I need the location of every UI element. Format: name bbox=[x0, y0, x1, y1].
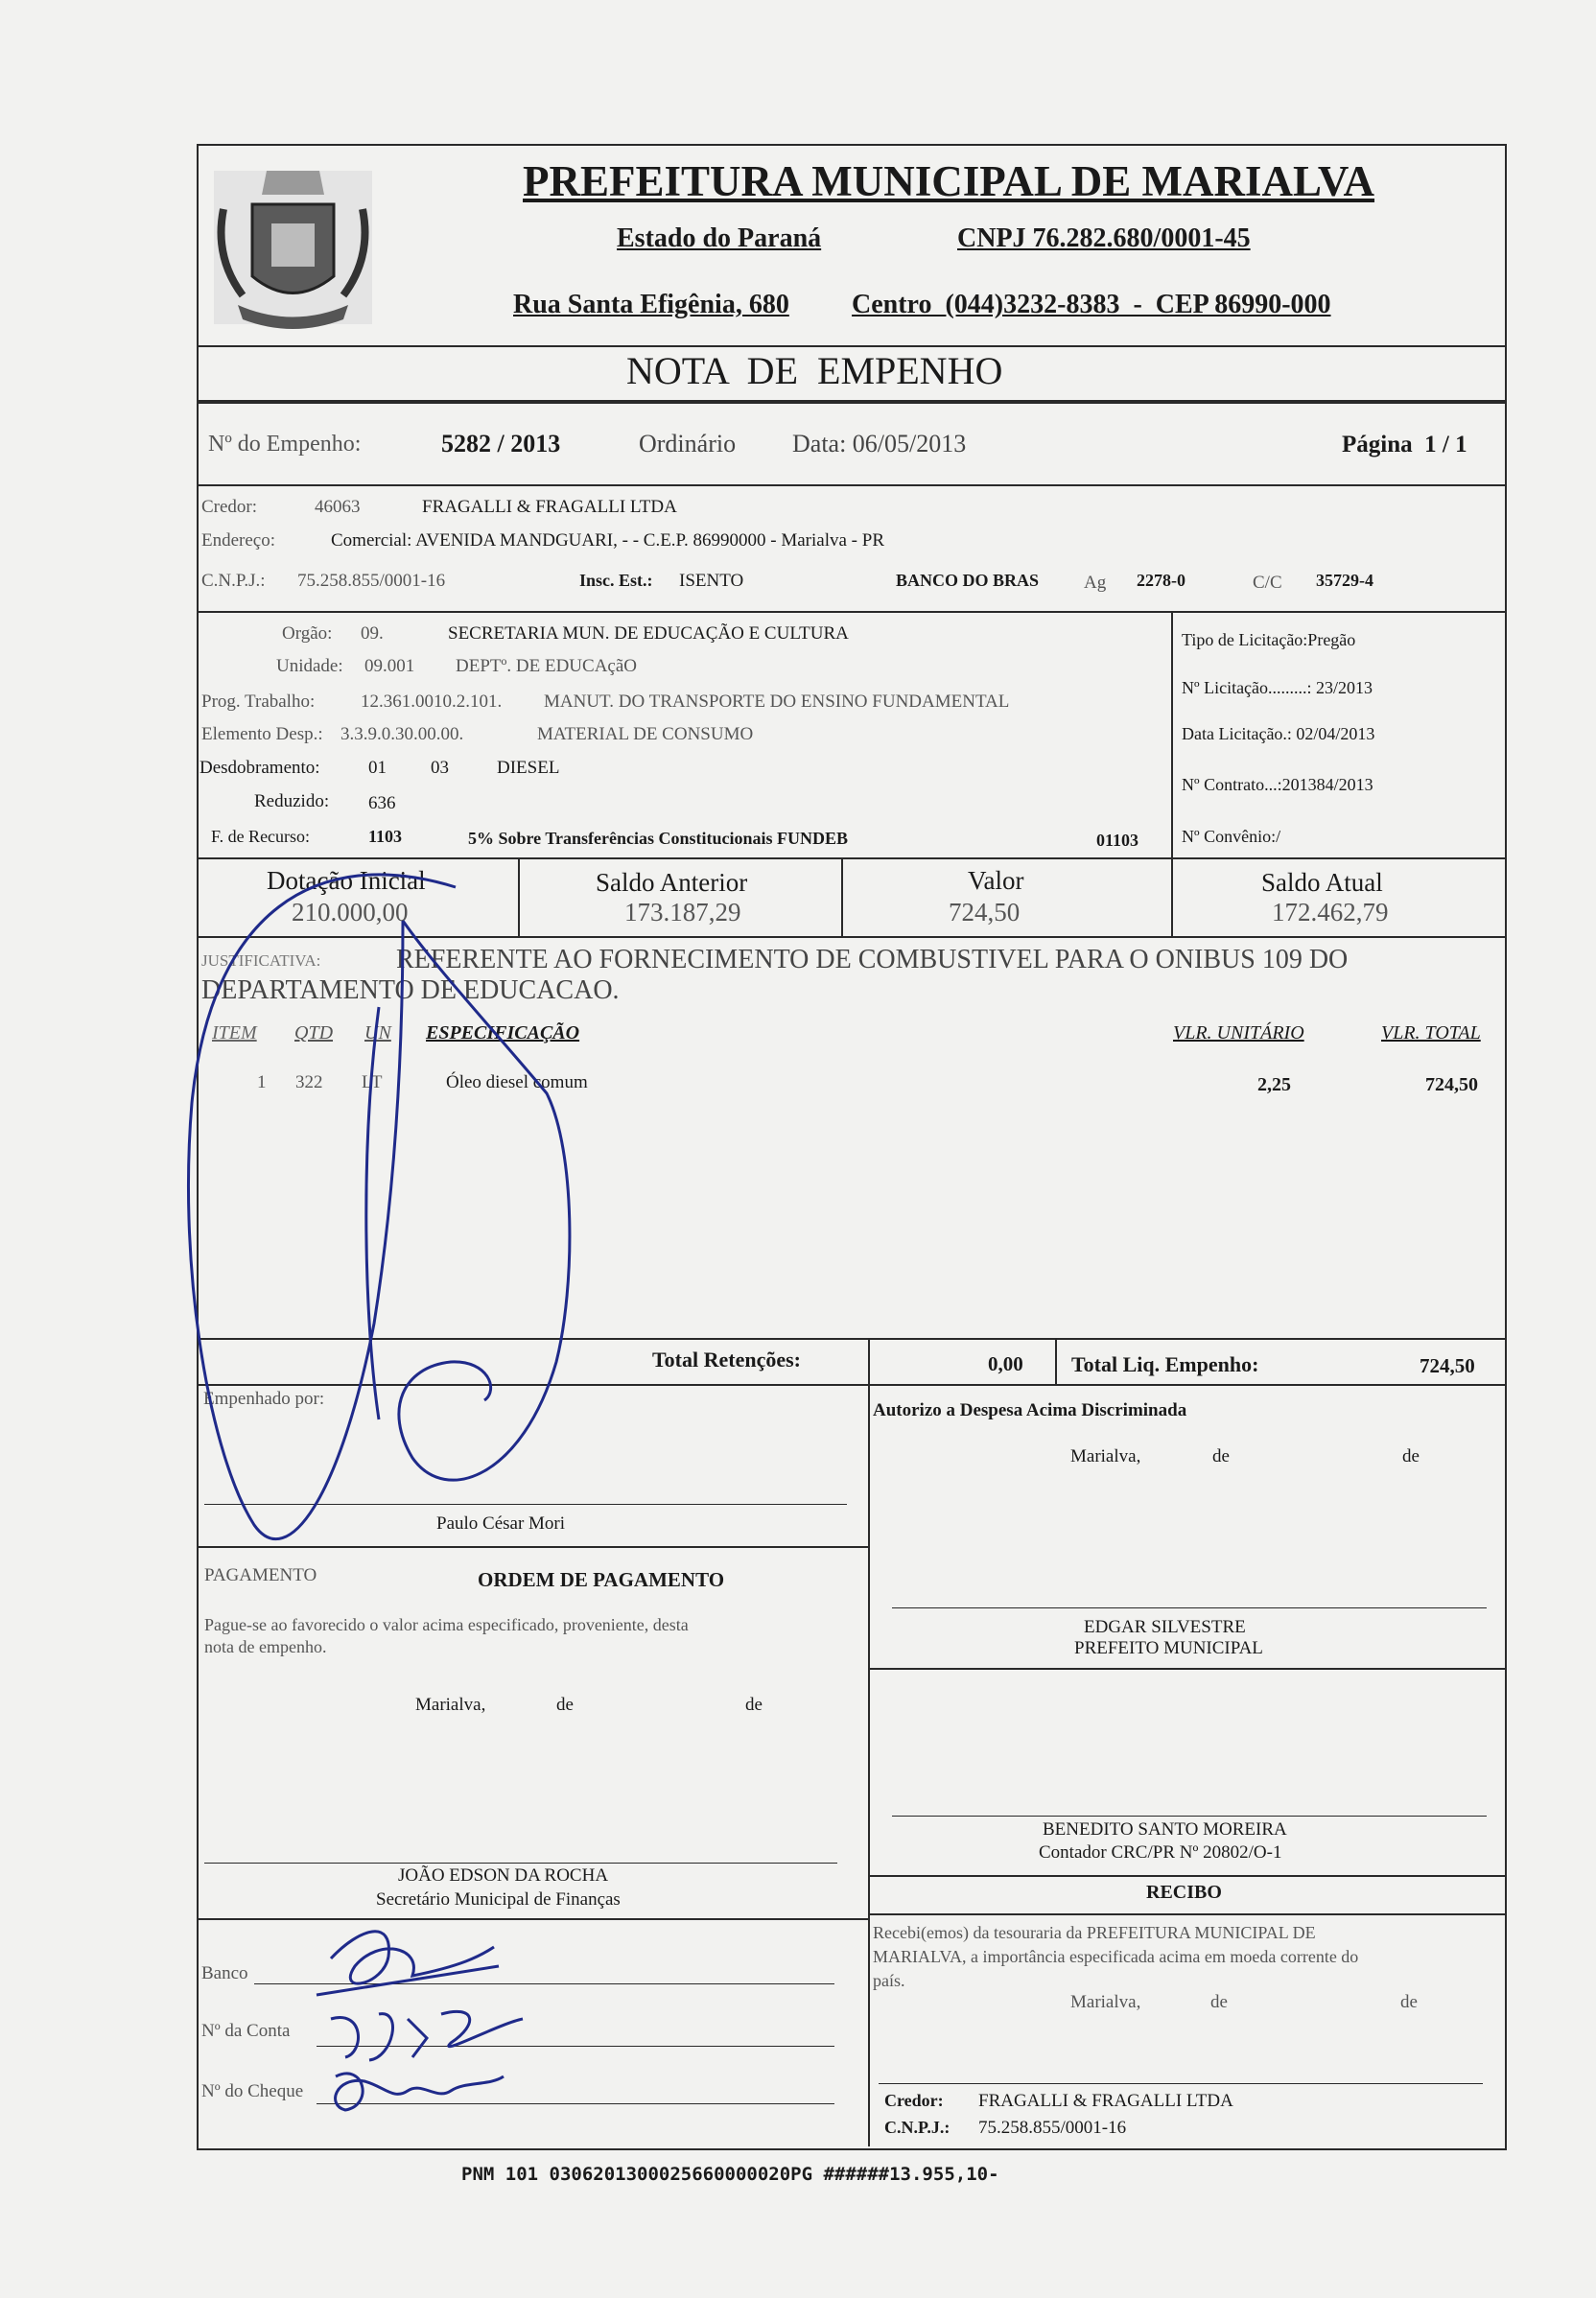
recibo-credor-label: Credor: bbox=[884, 2091, 944, 2110]
desd-name: DIESEL bbox=[497, 758, 560, 778]
recibo-de1: de bbox=[1210, 1992, 1228, 2012]
unidade-label: Unidade: bbox=[276, 656, 343, 676]
orgao-code: 09. bbox=[361, 623, 384, 644]
page-title: PREFEITURA MUNICIPAL DE MARIALVA bbox=[523, 157, 1375, 205]
orgao-name: SECRETARIA MUN. DE EDUCAÇÃO E CULTURA bbox=[448, 623, 849, 644]
empenhado-label: Empenhado por: bbox=[203, 1389, 325, 1409]
reduzido-label: Reduzido: bbox=[254, 791, 330, 811]
pagamento-title: ORDEM DE PAGAMENTO bbox=[478, 1568, 725, 1591]
autorizo-signer-role: PREFEITO MUNICIPAL bbox=[1074, 1638, 1263, 1658]
recibo-line1: Recebi(emos) da tesouraria da PREFEITURA MUNICIPAL DE bbox=[873, 1923, 1316, 1942]
licitacao-numero: Nº Licitação.........: 23/2013 bbox=[1182, 678, 1373, 697]
account-label: C/C bbox=[1253, 573, 1282, 593]
recurso-name: 5% Sobre Transferências Constitucionais FUNDEB bbox=[468, 829, 849, 848]
row-qtd: 322 bbox=[295, 1072, 323, 1092]
col-qtd: QTD bbox=[294, 1022, 334, 1043]
credor-cnpj: 75.258.855/0001-16 bbox=[297, 571, 446, 591]
credor-code: 46063 bbox=[315, 497, 361, 517]
pagamento-signer-role: Secretário Municipal de Finanças bbox=[376, 1889, 621, 1910]
empenho-number-label: Nº do Empenho: bbox=[208, 432, 362, 457]
recurso-label: F. de Recurso: bbox=[211, 827, 311, 846]
pagamento-label: PAGAMENTO bbox=[204, 1565, 317, 1585]
account-value: 35729-4 bbox=[1316, 571, 1373, 590]
credor-address: Comercial: AVENIDA MANDGUARI, - - C.E.P. 86990000 - Marialva - PR bbox=[331, 530, 884, 551]
col-especificacao: ESPECIFICAÇÃO bbox=[426, 1022, 580, 1043]
banco-label: Banco bbox=[201, 1963, 248, 1983]
elem-label: Elemento Desp.: bbox=[201, 724, 323, 744]
recurso-code2: 01103 bbox=[1096, 831, 1139, 850]
dotacao-inicial-label: Dotação Inicial bbox=[267, 866, 426, 895]
empenho-date: Data: 06/05/2013 bbox=[792, 430, 967, 457]
conta-label: Nº da Conta bbox=[201, 2021, 291, 2041]
autorizo-place: Marialva, bbox=[1070, 1446, 1141, 1466]
prog-code: 12.361.0010.2.101. bbox=[361, 692, 503, 712]
unidade-code: 09.001 bbox=[364, 656, 415, 676]
recibo-cnpj-label: C.N.P.J.: bbox=[884, 2118, 951, 2137]
recibo-title: RECIBO bbox=[1146, 1882, 1222, 1903]
recibo-line2: MARIALVA, a importância especificada acima em moeda corrente do bbox=[873, 1947, 1359, 1966]
desd-2: 03 bbox=[431, 758, 449, 778]
document-title: NOTA DE EMPENHO bbox=[626, 349, 1003, 392]
saldo-anterior-value: 173.187,29 bbox=[624, 898, 741, 926]
header-cnpj: CNPJ 76.282.680/0001-45 bbox=[957, 223, 1251, 253]
empenhado-name: Paulo César Mori bbox=[436, 1513, 566, 1534]
credor-label: Credor: bbox=[201, 497, 258, 517]
credor-name: FRAGALLI & FRAGALLI LTDA bbox=[422, 497, 677, 517]
contador-name: BENEDITO SANTO MOREIRA bbox=[1043, 1819, 1287, 1840]
cheque-label: Nº do Cheque bbox=[201, 2081, 304, 2101]
justificativa-label: JUSTIFICATIVA: bbox=[201, 951, 321, 970]
recibo-cnpj: 75.258.855/0001-16 bbox=[978, 2118, 1127, 2138]
insc-label: Insc. Est.: bbox=[579, 571, 653, 590]
col-item: ITEM bbox=[212, 1022, 257, 1043]
orgao-label: Orgão: bbox=[282, 623, 333, 644]
recibo-de2: de bbox=[1400, 1992, 1418, 2012]
liq-value: 724,50 bbox=[1420, 1354, 1475, 1377]
liq-label: Total Liq. Empenho: bbox=[1071, 1352, 1259, 1376]
dotacao-inicial-value: 210.000,00 bbox=[292, 898, 409, 926]
recurso-code: 1103 bbox=[368, 827, 403, 846]
pagamento-text1: Pague-se ao favorecido o valor acima especificado, proveniente, desta bbox=[204, 1615, 689, 1634]
saldo-atual-value: 172.462,79 bbox=[1272, 898, 1389, 926]
footer-code: PNM 101 0306201300025660000020PG ######13.955,10- bbox=[461, 2164, 999, 2185]
header-address: Rua Santa Efigênia, 680 bbox=[513, 290, 789, 319]
row-especificacao: Óleo diesel comum bbox=[446, 1072, 588, 1092]
pagamento-place: Marialva, bbox=[415, 1695, 486, 1715]
justificativa-line1: REFERENTE AO FORNECIMENTO DE COMBUSTIVEL PARA O ONIBUS 109 DO bbox=[396, 945, 1349, 974]
saldo-anterior-label: Saldo Anterior bbox=[596, 868, 748, 897]
retencoes-value: 0,00 bbox=[988, 1352, 1023, 1375]
autorizo-de2: de bbox=[1402, 1446, 1420, 1466]
coat-of-arms-logo bbox=[200, 152, 387, 339]
row-item: 1 bbox=[257, 1072, 267, 1092]
pagamento-text2: nota de empenho. bbox=[204, 1637, 327, 1656]
elem-name: MATERIAL DE CONSUMO bbox=[537, 724, 754, 744]
elem-code: 3.3.9.0.30.00.00. bbox=[340, 724, 464, 744]
pagamento-signer: JOÃO EDSON DA ROCHA bbox=[398, 1865, 609, 1886]
convenio: Nº Convênio:/ bbox=[1182, 827, 1281, 846]
valor-label: Valor bbox=[968, 866, 1024, 895]
empenho-type: Ordinário bbox=[639, 430, 737, 457]
unidade-name: DEPTº. DE EDUCAçãO bbox=[456, 656, 637, 676]
row-vlr-total: 724,50 bbox=[1425, 1074, 1478, 1095]
prog-label: Prog. Trabalho: bbox=[201, 692, 316, 712]
licitacao-data: Data Licitação.: 02/04/2013 bbox=[1182, 724, 1375, 743]
agency-value: 2278-0 bbox=[1137, 571, 1185, 590]
recibo-credor: FRAGALLI & FRAGALLI LTDA bbox=[978, 2091, 1233, 2111]
pagamento-de1: de bbox=[556, 1695, 574, 1715]
desd-1: 01 bbox=[368, 758, 387, 778]
licitacao-tipo: Tipo de Licitação:Pregão bbox=[1182, 630, 1356, 649]
autorizo-signer: EDGAR SILVESTRE bbox=[1084, 1617, 1246, 1637]
header-contact: Centro (044)3232-8383 - CEP 86990-000 bbox=[852, 290, 1331, 319]
col-vlr-total: VLR. TOTAL bbox=[1381, 1022, 1481, 1043]
pagamento-de2: de bbox=[745, 1695, 763, 1715]
contador-role: Contador CRC/PR Nº 20802/O-1 bbox=[1039, 1842, 1282, 1863]
reduzido-value: 636 bbox=[368, 793, 396, 813]
recibo-line3: país. bbox=[873, 1971, 905, 1990]
justificativa-line2: DEPARTAMENTO DE EDUCACAO. bbox=[201, 975, 620, 1005]
bank-name: BANCO DO BRAS bbox=[896, 571, 1040, 590]
prog-name: MANUT. DO TRANSPORTE DO ENSINO FUNDAMENTAL bbox=[544, 692, 1010, 712]
row-vlr-unitario: 2,25 bbox=[1257, 1074, 1291, 1095]
address-label: Endereço: bbox=[201, 530, 276, 551]
insc-value: ISENTO bbox=[679, 571, 744, 591]
retencoes-label: Total Retenções: bbox=[652, 1348, 801, 1372]
contrato: Nº Contrato...:201384/2013 bbox=[1182, 775, 1373, 794]
valor-value: 724,50 bbox=[949, 898, 1021, 926]
empenho-number: 5282 / 2013 bbox=[441, 430, 561, 457]
empenho-page: Página 1 / 1 bbox=[1342, 432, 1467, 457]
desd-label: Desdobramento: bbox=[200, 758, 320, 778]
autorizo-title: Autorizo a Despesa Acima Discriminada bbox=[873, 1400, 1187, 1420]
agency-label: Ag bbox=[1084, 573, 1107, 593]
col-vlr-unitario: VLR. UNITÁRIO bbox=[1173, 1022, 1304, 1043]
autorizo-de1: de bbox=[1212, 1446, 1230, 1466]
col-un: UN bbox=[364, 1022, 391, 1043]
saldo-atual-label: Saldo Atual bbox=[1261, 868, 1383, 897]
recibo-place: Marialva, bbox=[1070, 1992, 1141, 2012]
row-un: LT bbox=[362, 1072, 383, 1092]
header-state: Estado do Paraná bbox=[617, 223, 822, 253]
cnpj-label: C.N.P.J.: bbox=[201, 571, 266, 591]
